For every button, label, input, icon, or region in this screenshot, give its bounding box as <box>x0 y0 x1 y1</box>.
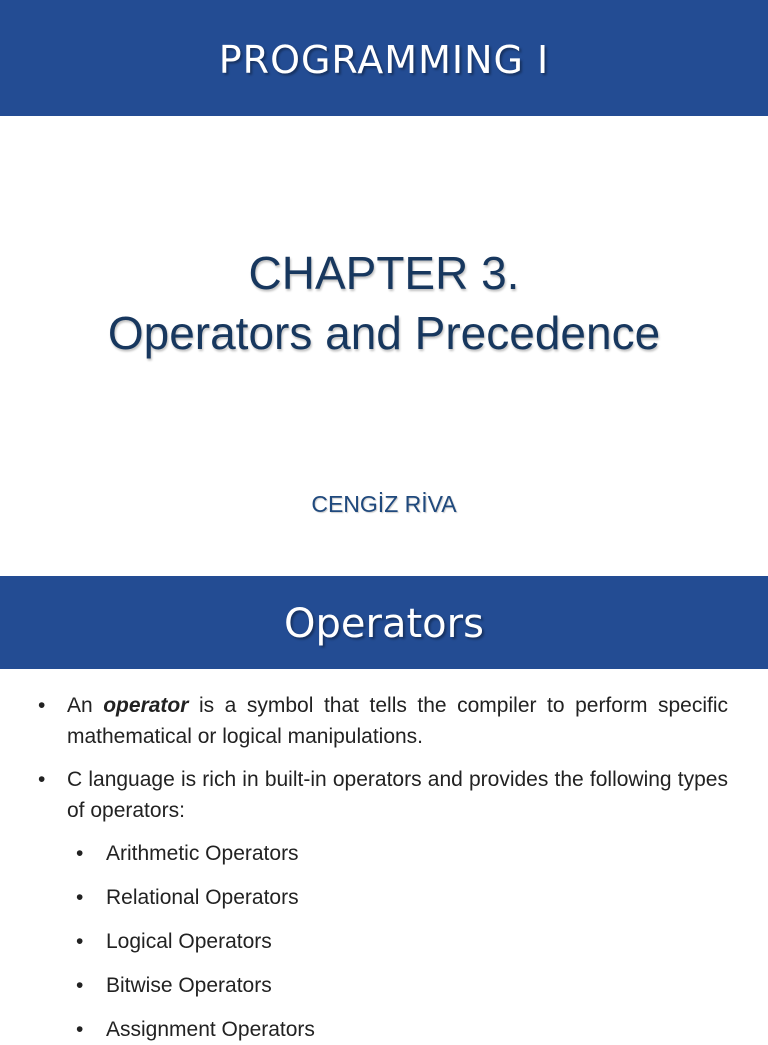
operator-type-label: Arithmetic Operators <box>106 842 299 865</box>
bullet-dot-icon: • <box>76 1018 84 1041</box>
chapter-number: CHAPTER 3. <box>248 247 520 299</box>
bullet-dot-icon: • <box>76 930 84 953</box>
bullet1-post: is a symbol that tells the compiler to perform specific mathematical or logical manipulations. <box>67 694 728 748</box>
bullet-dot-icon: • <box>38 768 46 791</box>
slide2-title: Operators <box>284 601 484 647</box>
list-item <box>0 926 768 957</box>
slide2-content <box>0 690 768 1041</box>
bullet-dot-icon: • <box>76 842 84 865</box>
operator-type-label: Logical Operators <box>106 930 272 953</box>
list-item <box>0 970 768 1001</box>
chapter-subtitle: Operators and Precedence <box>107 307 661 359</box>
course-title: PROGRAMMING I <box>218 38 550 82</box>
slide1-header-band <box>0 0 768 116</box>
bullet-dot-icon: • <box>38 694 46 717</box>
operator-type-label: Assignment Operators <box>106 1018 315 1041</box>
slide2-header-band <box>0 576 768 669</box>
bullet-operator-definition <box>0 690 768 752</box>
bullet-dot-icon: • <box>76 974 84 997</box>
bullet1-pre: An <box>67 694 104 717</box>
bullet2-text: C language is rich in built-in operators and provides the following types of operators: <box>67 768 728 822</box>
bullet1-keyword: operator <box>103 694 189 717</box>
operator-type-label: Relational Operators <box>106 886 299 909</box>
list-item <box>0 838 768 869</box>
bullet-operator-types-intro <box>0 764 768 826</box>
author-name: CENGİZ RİVA <box>311 491 457 517</box>
operator-type-label: Bitwise Operators <box>106 974 272 997</box>
list-item <box>0 882 768 913</box>
bullet-dot-icon: • <box>76 886 84 909</box>
list-item <box>0 1014 768 1045</box>
chapter-title <box>0 243 768 363</box>
